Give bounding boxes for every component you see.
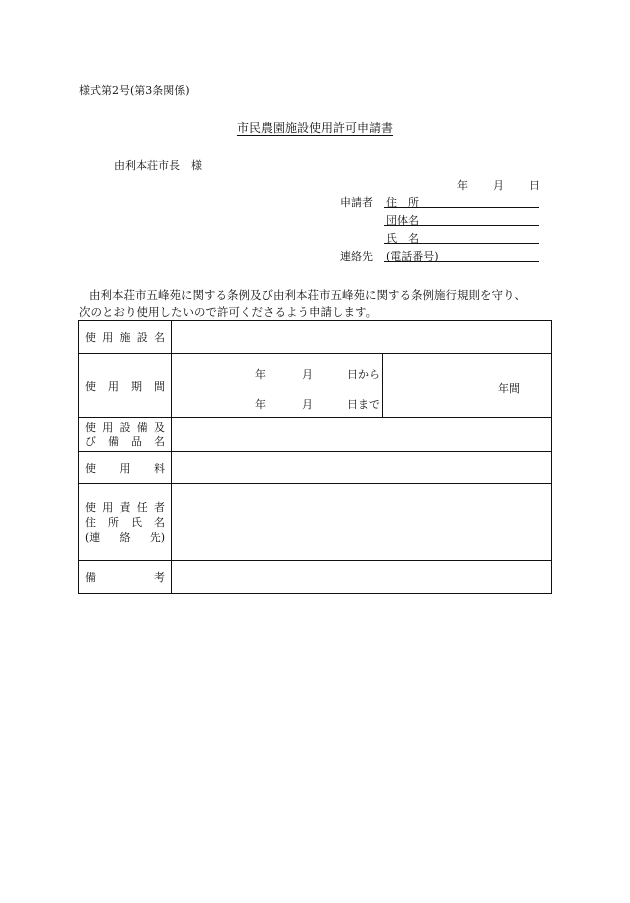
period-divider bbox=[382, 354, 383, 417]
label-char: 用 bbox=[102, 420, 114, 434]
request-statement-line2: 次のとおり使用したいので許可くださるよう申請します。 bbox=[79, 305, 378, 319]
label-char: 者 bbox=[154, 500, 165, 514]
request-statement-line1: 由利本荘市五峰苑に関する条例及び由利本荘市五峰苑に関する条例施行規則を守り、 bbox=[89, 288, 526, 302]
label-char: 責 bbox=[119, 500, 131, 514]
remarks-input[interactable] bbox=[172, 561, 552, 594]
label-char: 施 bbox=[119, 331, 131, 344]
label-char: 住 bbox=[85, 515, 96, 529]
row-equipment bbox=[79, 418, 552, 452]
document-title bbox=[0, 119, 630, 136]
equipment-label bbox=[79, 418, 172, 452]
label-char: 用 bbox=[119, 461, 131, 475]
label-char: 名 bbox=[154, 331, 165, 344]
responsible-person-label bbox=[79, 484, 172, 561]
row-responsible-person bbox=[79, 484, 552, 561]
period-start-day: 日から bbox=[347, 368, 380, 381]
label-char: 使 bbox=[85, 500, 96, 514]
usage-period-input[interactable] bbox=[172, 354, 552, 418]
label-char: 設 bbox=[119, 420, 131, 434]
form-number: 様式第2号(第3条関係) bbox=[79, 84, 190, 97]
label-char: 備 bbox=[108, 434, 119, 448]
row-usage-period bbox=[79, 354, 552, 418]
label-char: 名 bbox=[154, 434, 165, 448]
label-char: 及 bbox=[154, 420, 165, 434]
period-end-year: 年 bbox=[255, 398, 266, 411]
label-char: 用 bbox=[108, 379, 119, 393]
label-char: 所 bbox=[108, 515, 119, 529]
facility-name-label bbox=[79, 321, 172, 354]
row-facility-name bbox=[79, 321, 552, 354]
label-char: 期 bbox=[131, 379, 142, 393]
label-char: 絡 bbox=[119, 530, 131, 544]
label-char: び bbox=[85, 434, 96, 448]
facility-name-input[interactable] bbox=[172, 321, 552, 354]
label-char: 品 bbox=[131, 434, 142, 448]
name-label: 氏 名 bbox=[386, 232, 419, 245]
label-char: 使 bbox=[85, 420, 96, 434]
date-line bbox=[457, 177, 540, 193]
label-char: 料 bbox=[154, 461, 165, 475]
label-char: (連 bbox=[85, 530, 101, 544]
label-char: 備 bbox=[85, 571, 96, 584]
date-year: 年 bbox=[457, 179, 468, 192]
remarks-label bbox=[79, 561, 172, 594]
label-char: 名 bbox=[154, 515, 165, 529]
date-day: 日 bbox=[529, 179, 540, 192]
period-start-year: 年 bbox=[255, 368, 266, 381]
group-name-field-line[interactable] bbox=[384, 225, 539, 226]
responsible-person-input[interactable] bbox=[172, 484, 552, 561]
label-char: 先) bbox=[149, 530, 165, 544]
fee-label bbox=[79, 452, 172, 484]
label-char: 考 bbox=[154, 571, 165, 584]
document-title-text: 市民農園施設使用許可申請書 bbox=[236, 121, 393, 135]
label-char: 間 bbox=[154, 379, 165, 393]
row-remarks bbox=[79, 561, 552, 594]
label-char: 使 bbox=[85, 461, 96, 475]
period-end-month: 月 bbox=[302, 398, 313, 411]
period-years: 年間 bbox=[498, 382, 520, 395]
label-char: 用 bbox=[102, 331, 114, 344]
address-label: 住 所 bbox=[386, 196, 419, 209]
period-start-month: 月 bbox=[302, 368, 313, 381]
label-char: 氏 bbox=[131, 515, 142, 529]
name-field-line[interactable] bbox=[384, 243, 539, 244]
phone-label: (電話番号) bbox=[386, 250, 439, 263]
applicant-label: 申請者 bbox=[340, 196, 373, 209]
fee-input[interactable] bbox=[172, 452, 552, 484]
application-table bbox=[78, 320, 552, 594]
row-fee bbox=[79, 452, 552, 484]
period-end-day: 日まで bbox=[347, 398, 380, 411]
date-month: 月 bbox=[493, 179, 504, 192]
phone-field-line[interactable] bbox=[384, 261, 539, 262]
addressee: 由利本荘市長 様 bbox=[114, 159, 202, 172]
label-char: 設 bbox=[136, 331, 148, 344]
usage-period-label bbox=[79, 354, 172, 418]
address-field-line[interactable] bbox=[384, 207, 539, 208]
label-char: 備 bbox=[136, 420, 148, 434]
label-char: 使 bbox=[85, 379, 96, 393]
label-char: 任 bbox=[136, 500, 148, 514]
group-name-label: 団体名 bbox=[386, 214, 419, 227]
label-char: 使 bbox=[85, 331, 96, 344]
label-char: 用 bbox=[102, 500, 114, 514]
equipment-input[interactable] bbox=[172, 418, 552, 452]
contact-label: 連絡先 bbox=[340, 250, 373, 263]
